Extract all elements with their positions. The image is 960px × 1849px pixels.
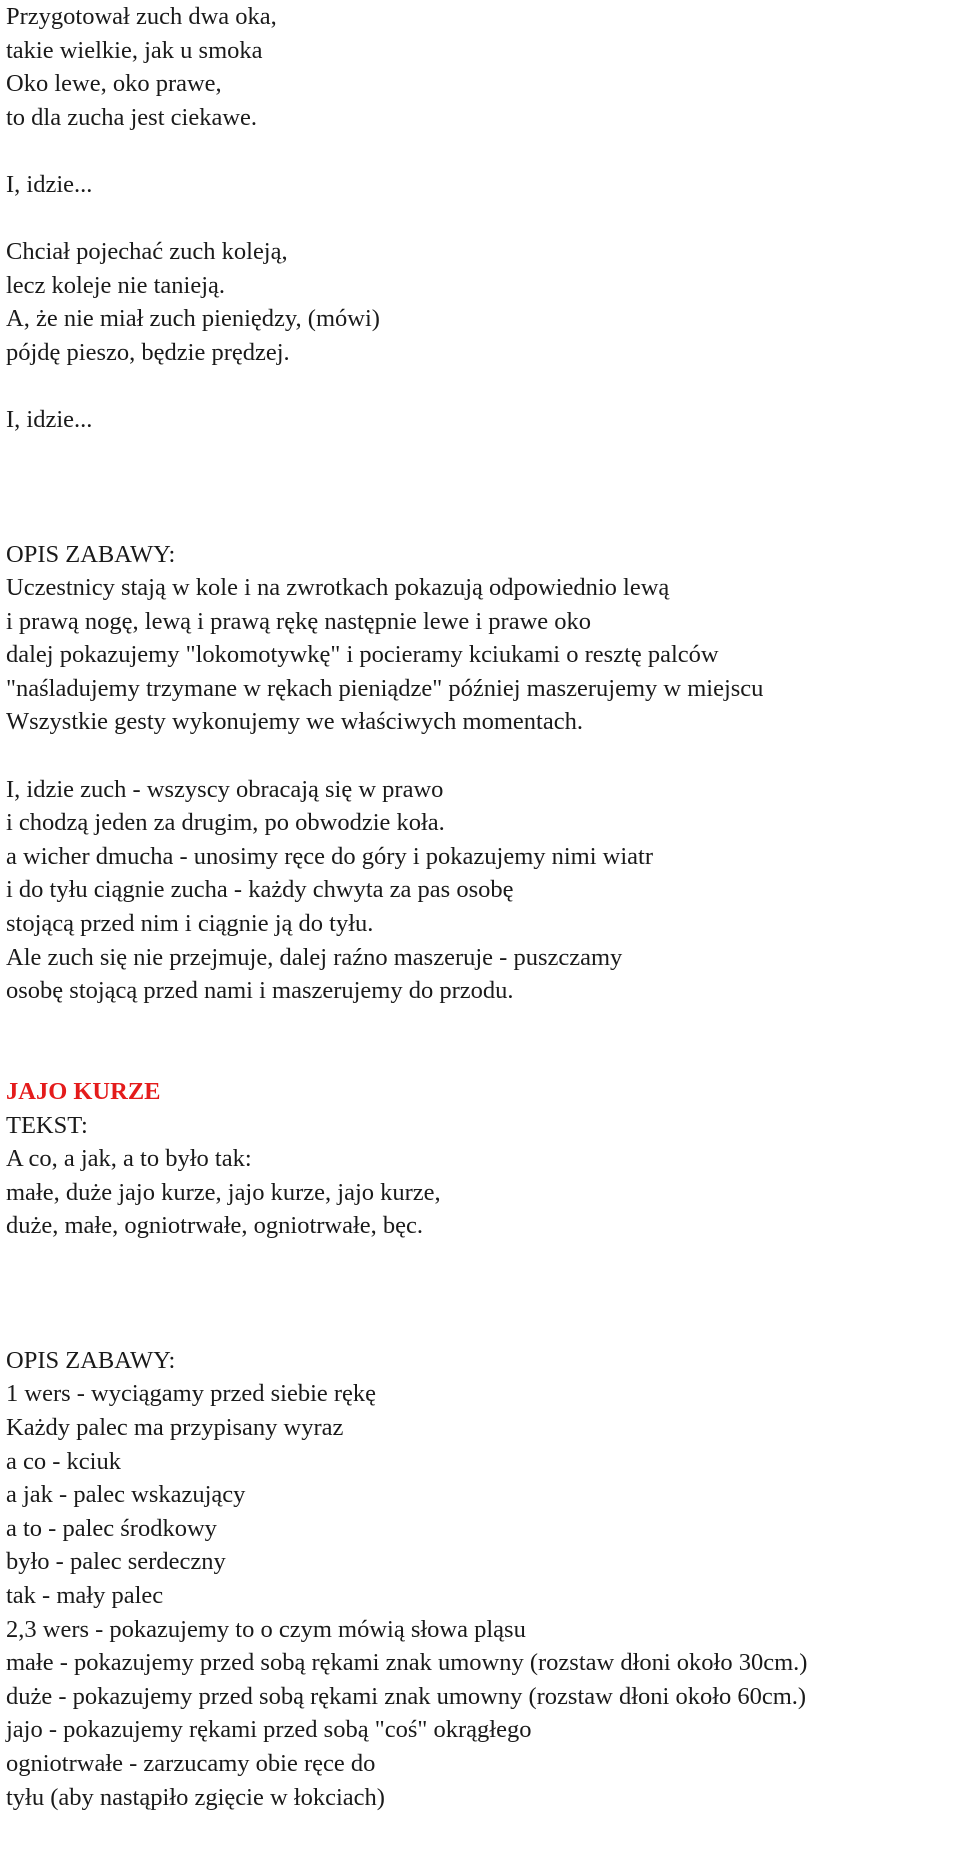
poem-line: Chciał pojechać zuch koleją,	[6, 238, 288, 266]
spacer	[6, 370, 956, 404]
description-line: Wszystkie gesty wykonujemy we właściwych momentach.	[6, 708, 583, 736]
poem-line: Oko lewe, oko prawe,	[6, 70, 222, 98]
spacer	[6, 1243, 956, 1344]
poem-line: takie wielkie, jak u smoka	[6, 36, 263, 64]
song-jajo-kurze	[6, 1075, 956, 1243]
spacer	[6, 437, 956, 538]
description-line: 2,3 wers - pokazujemy to o czym mówią słowa pląsu	[6, 1615, 526, 1643]
description-line: stojącą przed nim i ciągnie ją do tyłu.	[6, 910, 374, 938]
description-line: Każdy palec ma przypisany wyraz	[6, 1413, 344, 1441]
description-line: Uczestnicy stają w kole i na zwrotkach pokazują odpowiednio lewą	[6, 574, 670, 602]
description-line: i prawą nogę, lewą i prawą rękę następnie lewe i prawe oko	[6, 607, 592, 635]
description-line: "naśladujemy trzymane w rękach pieniądze" później maszerujemy w miejscu	[6, 674, 764, 702]
description-line: i do tyłu ciągnie zucha - każdy chwyta za pas osobę	[6, 876, 514, 904]
lyric-line: małe, duże jajo kurze, jajo kurze, jajo kurze,	[6, 1178, 441, 1206]
description-line: a jak - palec wskazujący	[6, 1481, 246, 1509]
poem-stanza-2	[6, 235, 956, 369]
description-line: I, idzie zuch - wszyscy obracają się w prawo	[6, 775, 444, 803]
section-label: OPIS ZABAWY:	[6, 1346, 176, 1374]
poem-line: A, że nie miał zuch pieniędzy, (mówi)	[6, 305, 380, 333]
description-line: małe - pokazujemy przed sobą rękami znak umowny (rozstaw dłoni około 30cm.)	[6, 1649, 808, 1677]
description-line: 1 wers - wyciągamy przed siebie rękę	[6, 1380, 377, 1408]
description-line: tyłu (aby nastąpiło zgięcie w łokciach)	[6, 1783, 385, 1811]
description-line: dalej pokazujemy "lokomotywkę" i pocieramy kciukami o resztę palców	[6, 641, 719, 669]
document-page	[6, 0, 956, 1814]
description-line: Ale zuch się nie przejmuje, dalej raźno maszeruje - puszczamy	[6, 943, 623, 971]
section-label: OPIS ZABAWY:	[6, 540, 176, 568]
lyric-line: duże, małe, ogniotrwałe, ogniotrwałe, bęc.	[6, 1212, 424, 1240]
song-title: JAJO KURZE	[6, 1078, 161, 1106]
spacer	[6, 1008, 956, 1075]
poem-line: Przygotował zuch dwa oka,	[6, 3, 277, 30]
description-line: ogniotrwałe - zarzucamy obie ręce do	[6, 1749, 376, 1777]
poem-refrain: I, idzie...	[6, 170, 93, 198]
description-line: było - palec serdeczny	[6, 1548, 226, 1576]
spacer	[6, 202, 956, 236]
game-chorus-description	[6, 773, 956, 1008]
description-line: i chodzą jeden za drugim, po obwodzie koła.	[6, 809, 445, 837]
description-line: tak - mały palec	[6, 1581, 164, 1609]
poem-stanza-1	[6, 0, 956, 134]
lyric-line: A co, a jak, a to było tak:	[6, 1145, 252, 1173]
description-line: jajo - pokazujemy rękami przed sobą "coś" okrągłego	[6, 1716, 532, 1744]
description-line: duże - pokazujemy przed sobą rękami znak umowny (rozstaw dłoni około 60cm.)	[6, 1682, 807, 1710]
game-description-1	[6, 538, 956, 740]
description-line: a to - palec środkowy	[6, 1514, 217, 1542]
poem-refrain: I, idzie...	[6, 406, 93, 434]
spacer	[6, 134, 956, 168]
description-line: osobę stojącą przed nami i maszerujemy do przodu.	[6, 977, 514, 1005]
description-line: a wicher dmucha - unosimy ręce do góry i pokazujemy nimi wiatr	[6, 842, 654, 870]
description-line: a co - kciuk	[6, 1447, 121, 1475]
poem-line: lecz koleje nie tanieją.	[6, 271, 226, 299]
game-description-2	[6, 1344, 956, 1814]
poem-line: to dla zucha jest ciekawe.	[6, 103, 258, 131]
section-label: TEKST:	[6, 1111, 88, 1139]
poem-line: pójdę pieszo, będzie prędzej.	[6, 338, 290, 366]
spacer	[6, 739, 956, 773]
